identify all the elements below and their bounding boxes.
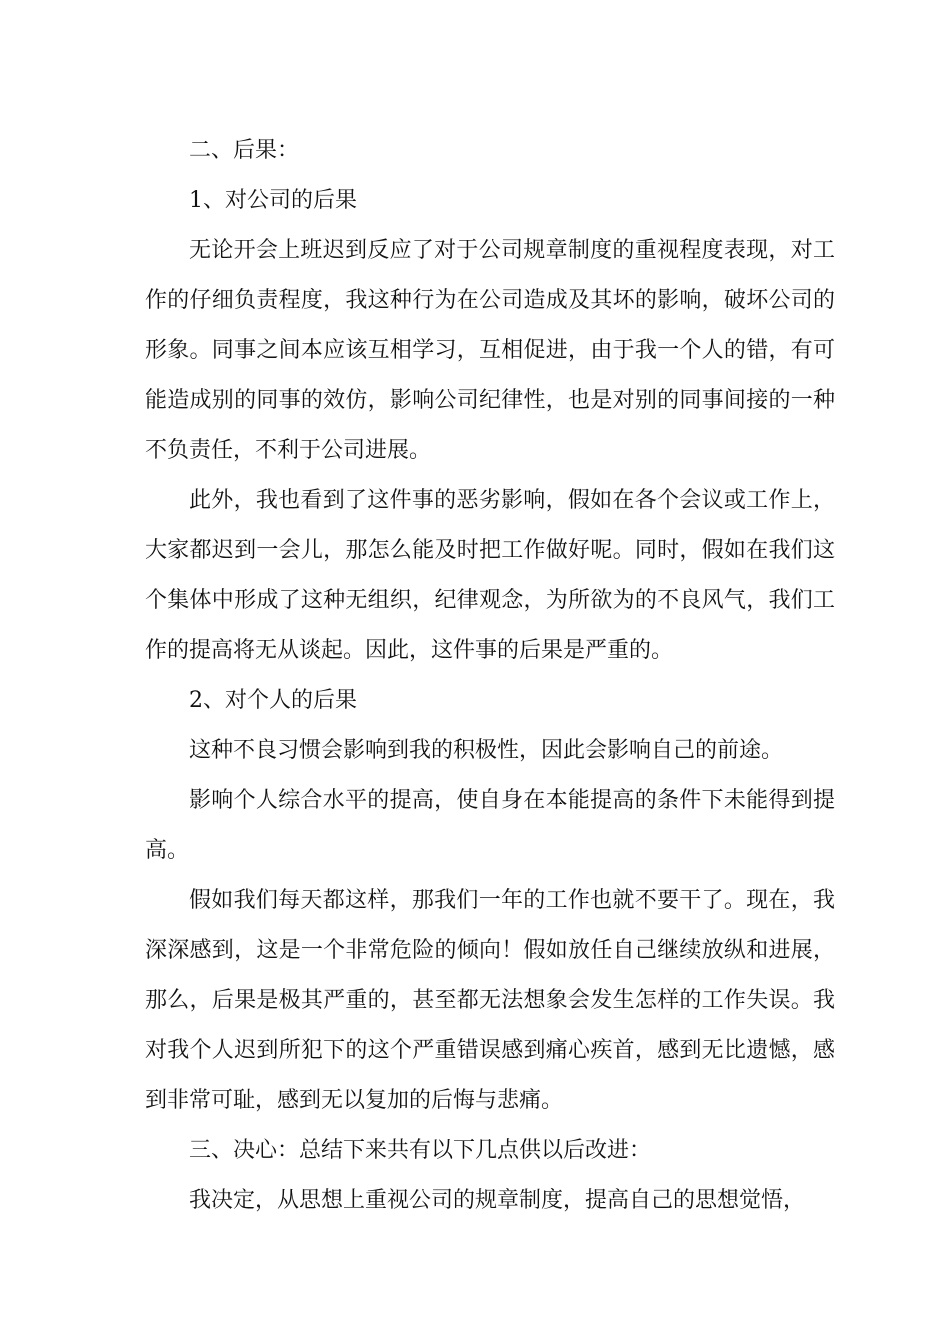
- paragraph: 此外，我也看到了这件事的恶劣影响，假如在各个会议或工作上，大家都迟到一会儿，那怎么能及时把工作做好呢。同时，假如在我们这个集体中形成了这种无组织，纪律观念，为所欲为的不良风气，我们工作的提高将无从谈起。因此，这件事的后果是严重的。: [145, 488, 835, 663]
- section-heading-consequences: 二、后果：: [189, 138, 300, 163]
- subheading-personal-consequences: 2、对个人的后果: [189, 688, 357, 713]
- document-body: [145, 126, 835, 1226]
- section-heading-resolution: 三、决心：总结下来共有以下几点供以后改进：: [189, 1138, 652, 1163]
- paragraph: 假如我们每天都这样，那我们一年的工作也就不要干了。现在，我深深感到，这是一个非常危险的倾向！假如放任自己继续放纵和进展，那么，后果是极其严重的，甚至都无法想象会发生怎样的工作失误。我对我个人迟到所犯下的这个严重错误感到痛心疾首，感到无比遗憾，感到非常可耻，感到无以复加的后悔与悲痛。: [145, 888, 835, 1113]
- paragraph: 这种不良习惯会影响到我的积极性，因此会影响自己的前途。: [189, 738, 784, 763]
- paragraph: 我决定，从思想上重视公司的规章制度，提高自己的思想觉悟，: [189, 1188, 806, 1213]
- paragraph: 无论开会上班迟到反应了对于公司规章制度的重视程度表现，对工作的仔细负责程度，我这种行为在公司造成及其坏的影响，破坏公司的形象。同事之间本应该互相学习，互相促进，由于我一个人的错，有可能造成别的同事的效仿，影响公司纪律性，也是对别的同事间接的一种不负责任，不利于公司进展。: [145, 238, 835, 463]
- paragraph: 影响个人综合水平的提高，使自身在本能提高的条件下未能得到提高。: [145, 788, 835, 863]
- subheading-company-consequences: 1、对公司的后果: [189, 188, 357, 213]
